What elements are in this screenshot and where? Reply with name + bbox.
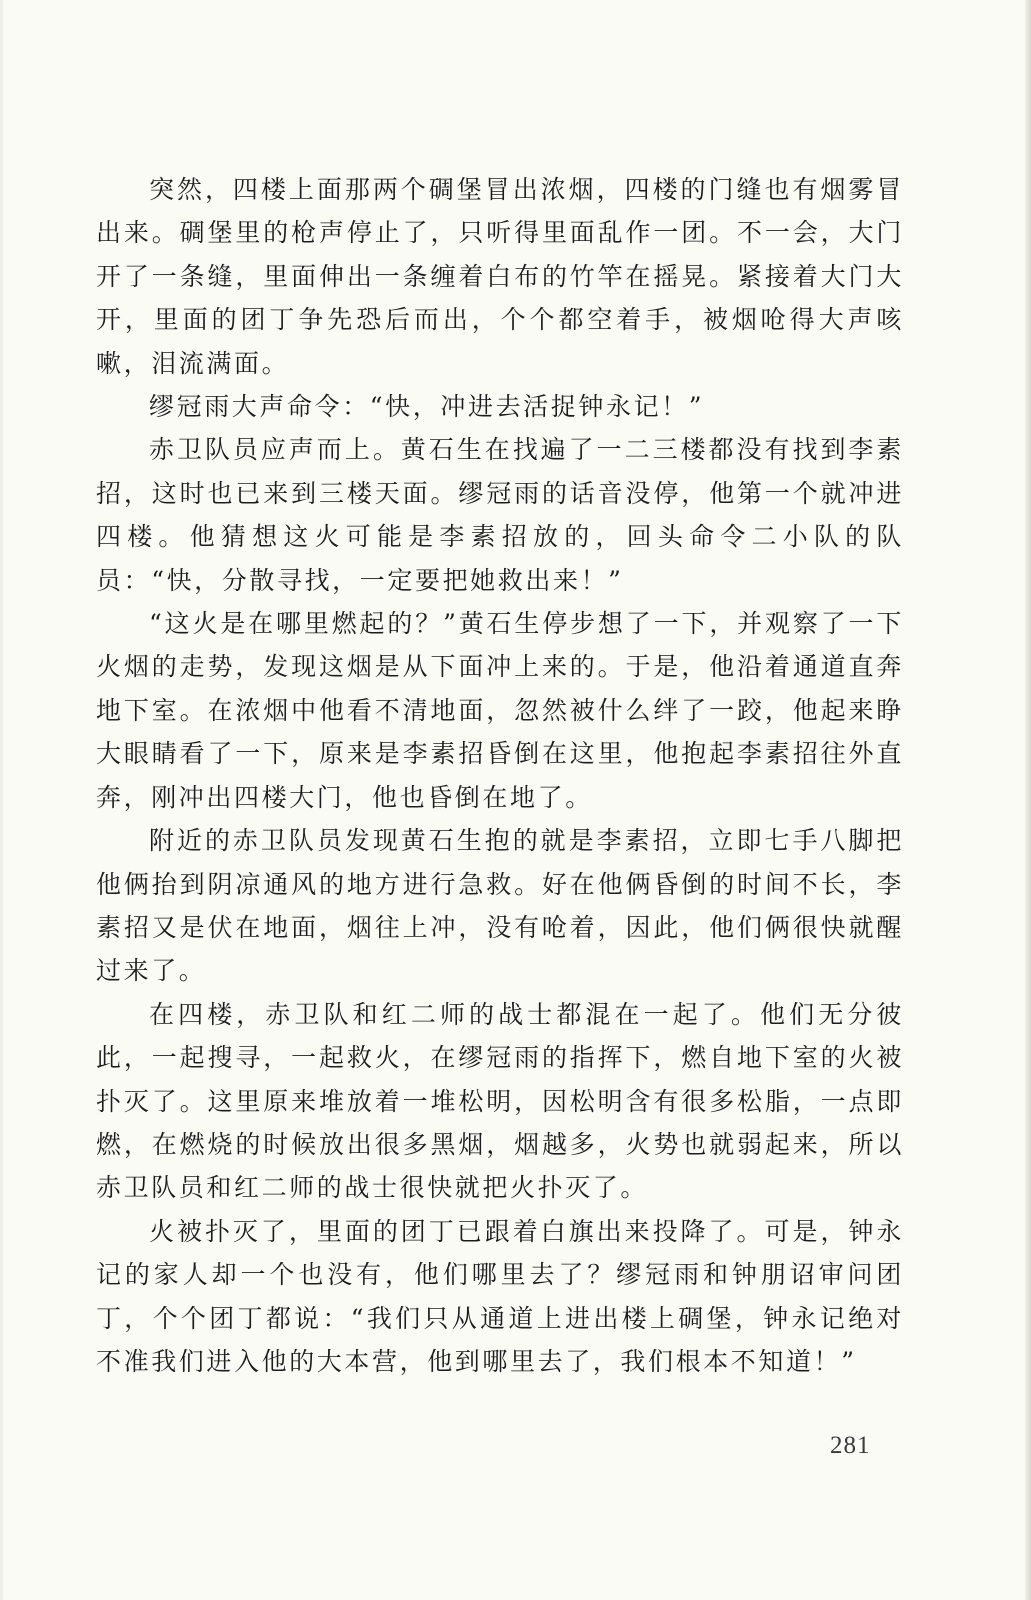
- scan-left-edge: [0, 0, 3, 1600]
- paragraph: “这火是在哪里燃起的？”黄石生停步想了一下，并观察了一下火烟的走势，发现这烟是从下面冲上来的。于是，他沿着通道直奔地下室。在浓烟中他看不清地面，忽然被什么绊了一跤，他起来睁大眼睛看了一下，原来是李素招昏倒在这里，他抱起李素招往外直奔，刚冲出四楼大门，他也昏倒在地了。: [96, 609, 904, 812]
- paragraph: 火被扑灭了，里面的团丁已跟着白旗出来投降了。可是，钟永记的家人却一个也没有，他们哪里去了？缪冠雨和钟朋诏审问团丁，个个团丁都说：“我们只从通道上进出楼上碉堡，钟永记绝对不准我们进入他的大本营，他到哪里去了，我们根本不知道！”: [96, 1216, 904, 1376]
- paragraph: 赤卫队员应声而上。黄石生在找遍了一二三楼都没有找到李素招，这时也已来到三楼天面。缪冠雨的话音没停，他第一个就冲进四楼。他猜想这火可能是李素招放的，回头命令二小队的队员：“快，分散寻找，一定要把她救出来！”: [96, 435, 904, 595]
- paragraph: 在四楼，赤卫队和红二师的战士都混在一起了。他们无分彼此，一起搜寻，一起救火，在缪冠雨的指挥下，燃自地下室的火被扑灭了。这里原来堆放着一堆松明，因松明含有很多松脂，一点即燃，在燃烧的时候放出很多黑烟，烟越多，火势也就弱起来，所以赤卫队员和红二师的战士很快就把火扑灭了。: [96, 999, 904, 1203]
- page-number: 281: [830, 1432, 871, 1459]
- scan-right-edge: [1025, 0, 1031, 1600]
- paragraph: 附近的赤卫队员发现黄石生抱的就是李素招，立即七手八脚把他俩抬到阴凉通风的地方进行急救。好在他俩昏倒的时间不长，李素招又是伏在地面，烟往上冲，没有呛着，因此，他们俩很快就醒过来了。: [96, 826, 904, 986]
- paragraph: 突然，四楼上面那两个碉堡冒出浓烟，四楼的门缝也有烟雾冒出来。碉堡里的枪声停止了，只听得里面乱作一团。不一会，大门开了一条缝，里面伸出一条缠着白布的竹竿在摇晃。紧接着大门大开，里面的团丁争先恐后而出，个个都空着手，被烟呛得大声咳嗽，泪流满面。: [96, 175, 904, 378]
- body-text: [96, 168, 904, 1383]
- paragraph: 缪冠雨大声命令：“快，冲进去活捉钟永记！”: [149, 392, 705, 422]
